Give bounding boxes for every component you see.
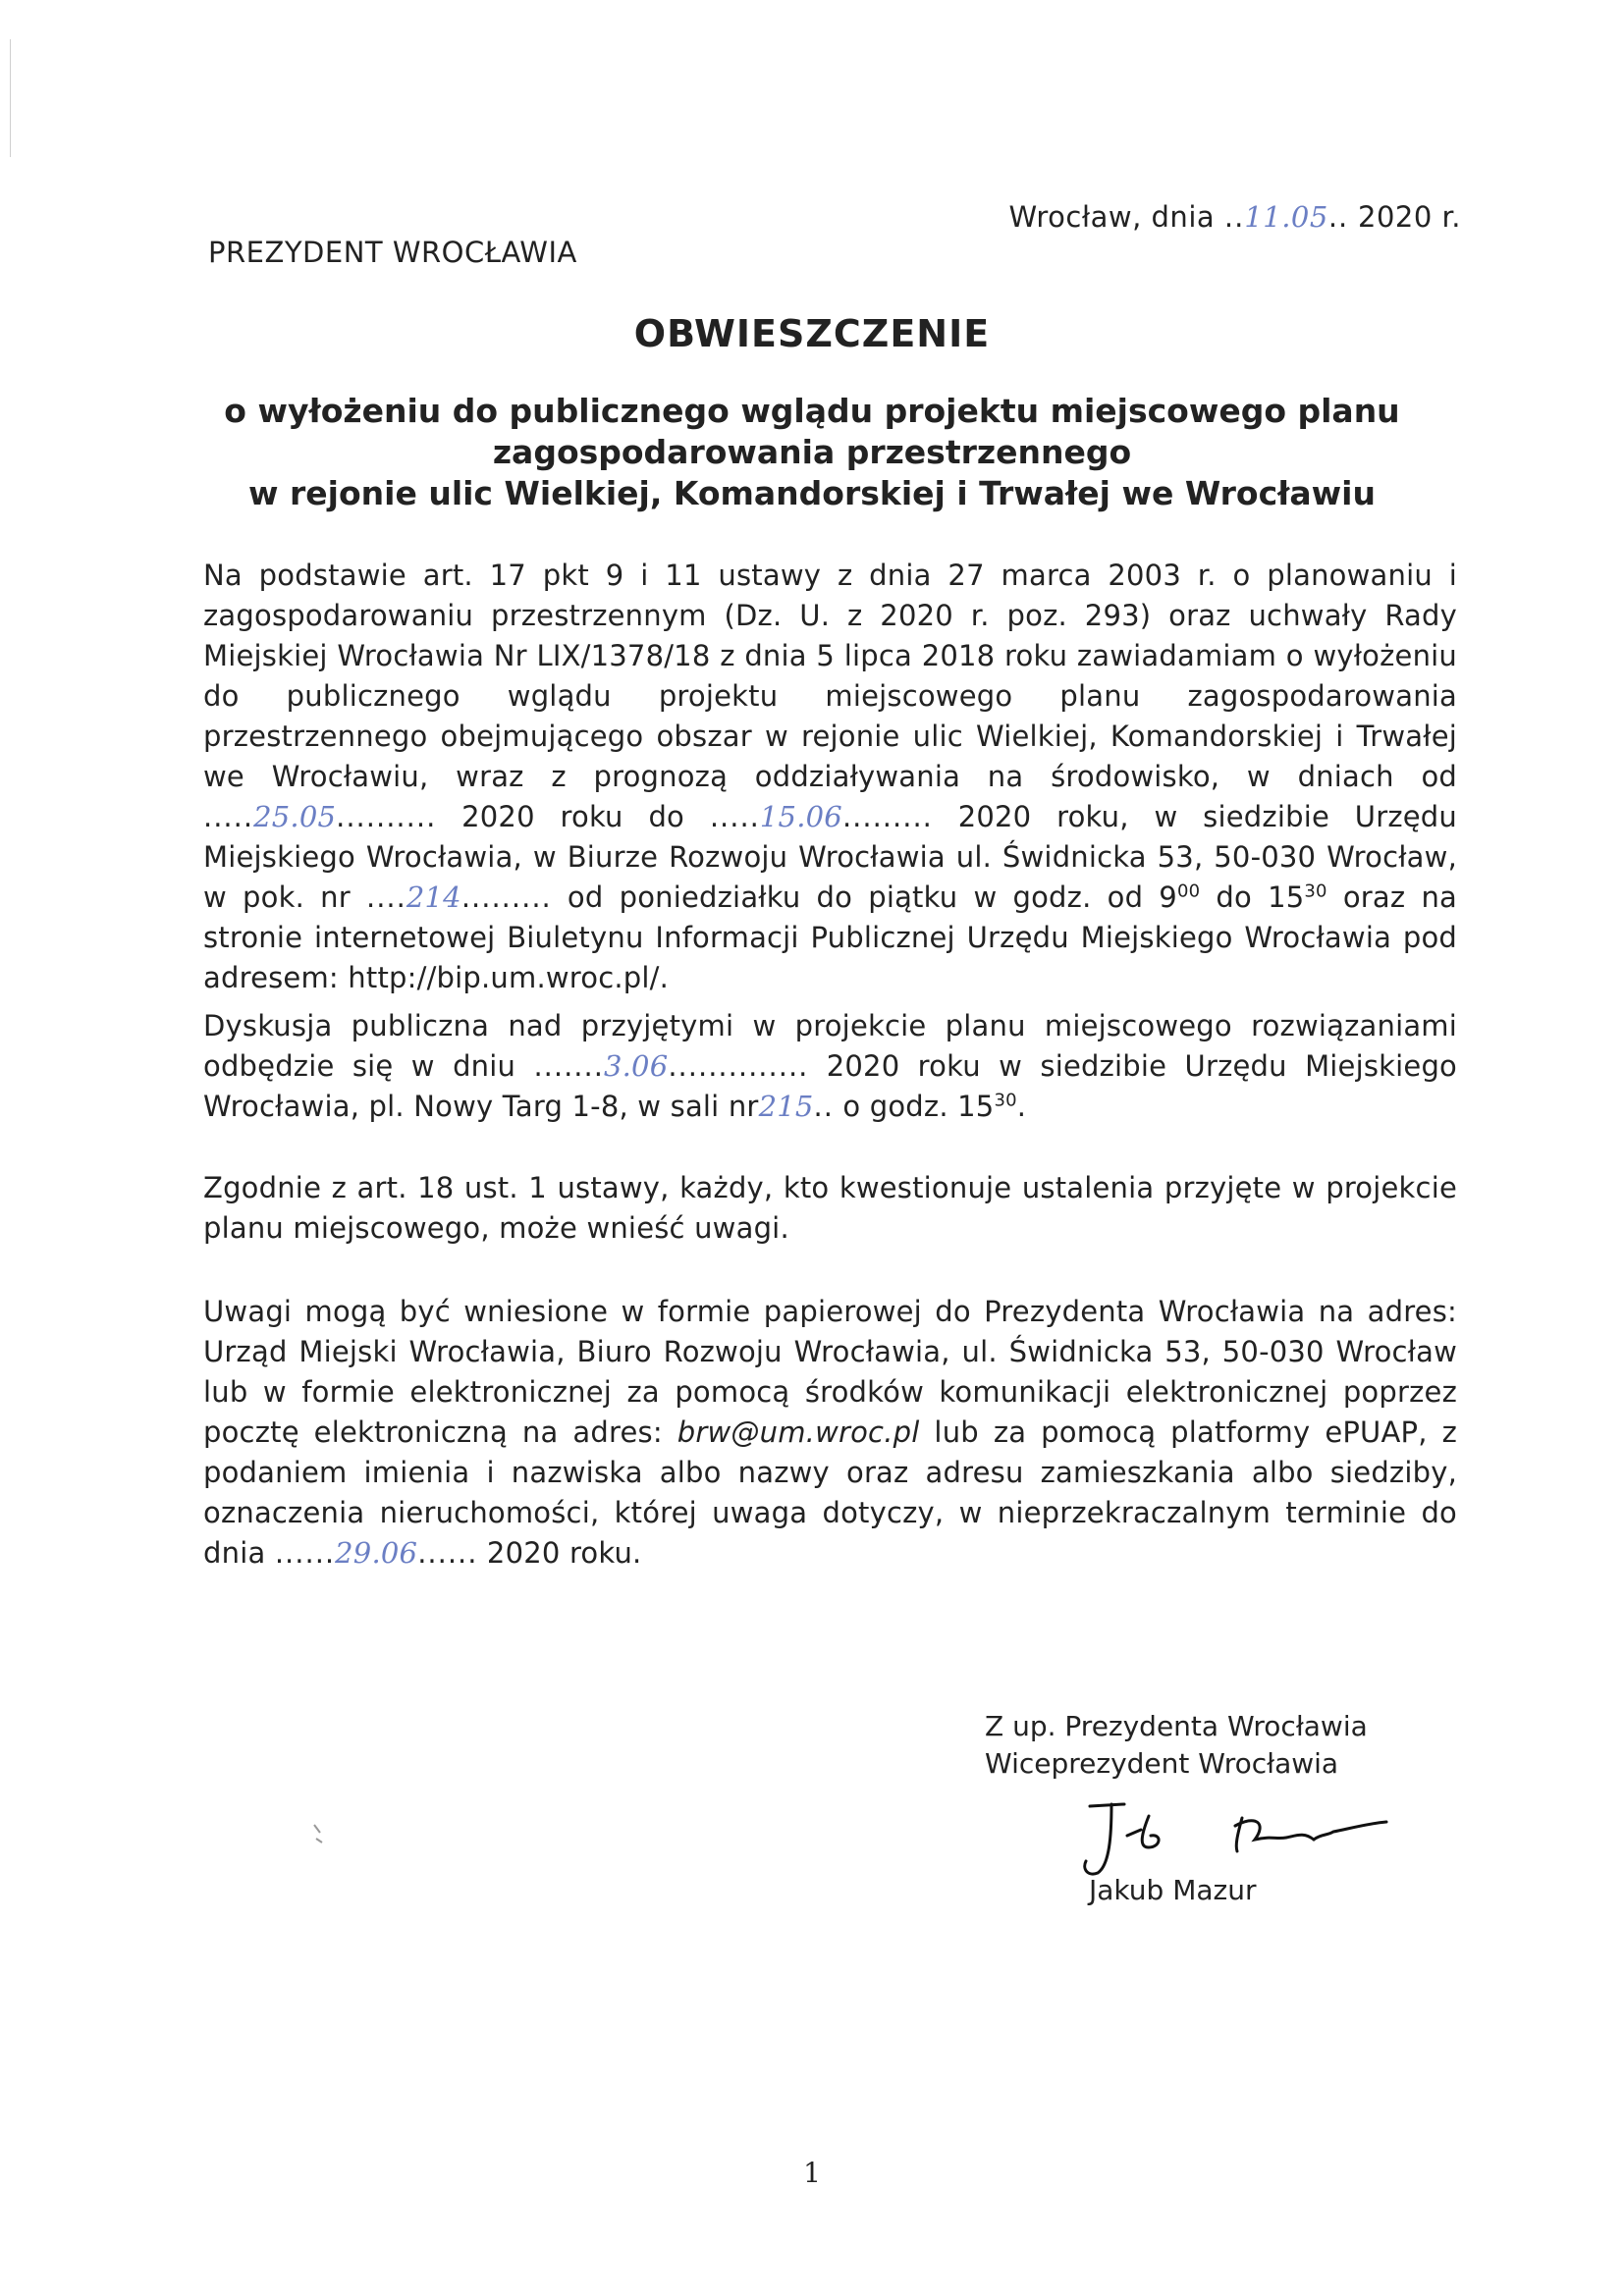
issuer-heading: PREZYDENT WROCŁAWIA bbox=[208, 236, 577, 269]
paragraph-text: o godz. 15 bbox=[833, 1090, 995, 1123]
handwritten-date: 11.05 bbox=[1244, 200, 1328, 234]
subtitle-line: o wyłożeniu do publicznego wglądu projektu miejscowego planu bbox=[224, 392, 1400, 430]
date-line bbox=[1009, 200, 1461, 234]
scan-artifact bbox=[310, 1821, 330, 1855]
fill-dots: .... bbox=[365, 881, 406, 914]
paragraph-text: 2020 roku, w siedzibie Urzędu Miejskiego Wrocławia, w Biurze Rozwoju Wrocławia ul. Świdnicka 53, 50-030 Wrocław, w pok. nr bbox=[203, 800, 1457, 914]
signatory-name: Jakub Mazur bbox=[1089, 1874, 1257, 1906]
paragraph-text: Na podstawie art. 17 pkt 9 i 11 ustawy z dnia 27 marca 2003 r. o planowaniu i zagospodarowaniu przestrzennym (Dz. U. z 2020 r. poz. 293) oraz uchwały Rady Miejskiej Wrocławia Nr LIX/1378/18 z dnia 5 lipca 2018 roku zawiadamiam o wyłożeniu do publicznego wglądu projektu miejscowego planu zagospodarowania przestrzennego obejmującego obszar w rejonie ulic Wielkiej, Komandorskiej i Trwałej we Wrocławiu, wraz z prognozą oddziaływania na środowisko, w dniach od bbox=[203, 559, 1457, 793]
superscript-minutes: 00 bbox=[1176, 881, 1201, 902]
superscript-minutes: 30 bbox=[994, 1090, 1017, 1111]
fill-dots: ......... bbox=[841, 800, 933, 833]
paragraph-right-to-comment: Zgodnie z art. 18 ust. 1 ustawy, każdy, kto kwestionuje ustalenia przyjęte w projekcie planu miejscowego, może wnieść uwagi. bbox=[203, 1171, 1457, 1245]
date-suffix: 2020 r. bbox=[1348, 200, 1461, 234]
paragraph-submission bbox=[203, 1292, 1457, 1574]
date-dots: .. bbox=[1327, 200, 1349, 234]
paragraph-text: 2020 roku do bbox=[436, 800, 710, 833]
paragraph-text: Dyskusja publiczna nad przyjętymi w projekcie planu miejscowego rozwiązaniami odbędzie się w dniu bbox=[203, 1009, 1457, 1083]
page-number: 1 bbox=[803, 2157, 821, 2189]
paragraph-text: 2020 roku. bbox=[477, 1536, 642, 1570]
fill-dots: .............. bbox=[668, 1049, 809, 1083]
handwritten-room-number: 214 bbox=[406, 881, 461, 914]
signature-line: Wiceprezydent Wrocławia bbox=[985, 1747, 1339, 1780]
fill-dots: ...... bbox=[274, 1536, 336, 1570]
handwritten-deadline: 29.06 bbox=[335, 1536, 418, 1570]
paragraph-legal-basis bbox=[203, 556, 1457, 998]
paragraph-text: 2020 roku w siedzibie Urzędu Miejskiego Wrocławia, pl. Nowy Targ 1-8, w sali nr bbox=[203, 1049, 1457, 1123]
paragraph-text: lub za pomocą platformy ePUAP, z podaniem imienia i nazwiska albo nazwy oraz adresu zamieszkania albo siedziby, oznaczenia nieruchomości, której uwaga dotyczy, w nieprzekraczalnym terminie do dnia bbox=[203, 1415, 1457, 1570]
paragraph-text: Uwagi mogą być wniesione w formie papierowej do Prezydenta Wrocławia na adres: Urząd Miejski Wrocławia, Biuro Rozwoju Wrocławia, ul. Świdnicka 53, 50-030 Wrocław lub w formie elektronicznej za pomocą środków komunikacji elektronicznej poprzez pocztę elektroniczną na adres: bbox=[203, 1295, 1457, 1449]
email-address: brw@um.wroc.pl bbox=[677, 1415, 920, 1449]
paragraph-text: . bbox=[1016, 1090, 1027, 1123]
fill-dots: ......... bbox=[460, 881, 552, 914]
fill-dots: ...... bbox=[417, 1536, 478, 1570]
fill-dots: ..... bbox=[203, 800, 254, 833]
handwritten-discussion-date: 3.06 bbox=[603, 1049, 669, 1083]
fill-dots: ..... bbox=[709, 800, 760, 833]
scan-speck bbox=[310, 1821, 330, 1850]
handwritten-hall-number: 215 bbox=[758, 1090, 814, 1123]
signature-line: Z up. Prezydenta Wrocławia bbox=[985, 1710, 1368, 1742]
handwritten-date-to: 15.06 bbox=[759, 800, 842, 833]
signature-drawing bbox=[1080, 1796, 1394, 1885]
paragraph-text: od poniedziałku do piątku w godz. od 9 bbox=[551, 881, 1177, 914]
date-dots: .. bbox=[1223, 200, 1245, 234]
superscript-minutes: 30 bbox=[1304, 881, 1327, 902]
fill-dots: .. bbox=[813, 1090, 834, 1123]
fill-dots: .......... bbox=[336, 800, 437, 833]
signature-block bbox=[985, 1708, 1436, 1783]
paragraph-public-discussion bbox=[203, 1006, 1457, 1127]
handwritten-date-from: 25.05 bbox=[253, 800, 337, 833]
scan-edge-line bbox=[10, 39, 11, 157]
subtitle-line: zagospodarowania przestrzennego bbox=[492, 433, 1132, 471]
document-title: OBWIESZCZENIE bbox=[633, 312, 991, 355]
document-subtitle bbox=[157, 391, 1467, 514]
date-prefix: Wrocław, dnia bbox=[1008, 200, 1224, 234]
paragraph-text: oraz na stronie internetowej Biuletynu Informacji Publicznej Urzędu Miejskiego Wrocławia pod adresem: http://bip.um.wroc.pl/. bbox=[203, 881, 1457, 994]
subtitle-line: w rejonie ulic Wielkiej, Komandorskiej i Trwałej we Wrocławiu bbox=[248, 474, 1376, 512]
paragraph-text: do 15 bbox=[1200, 881, 1305, 914]
fill-dots: ....... bbox=[533, 1049, 604, 1083]
